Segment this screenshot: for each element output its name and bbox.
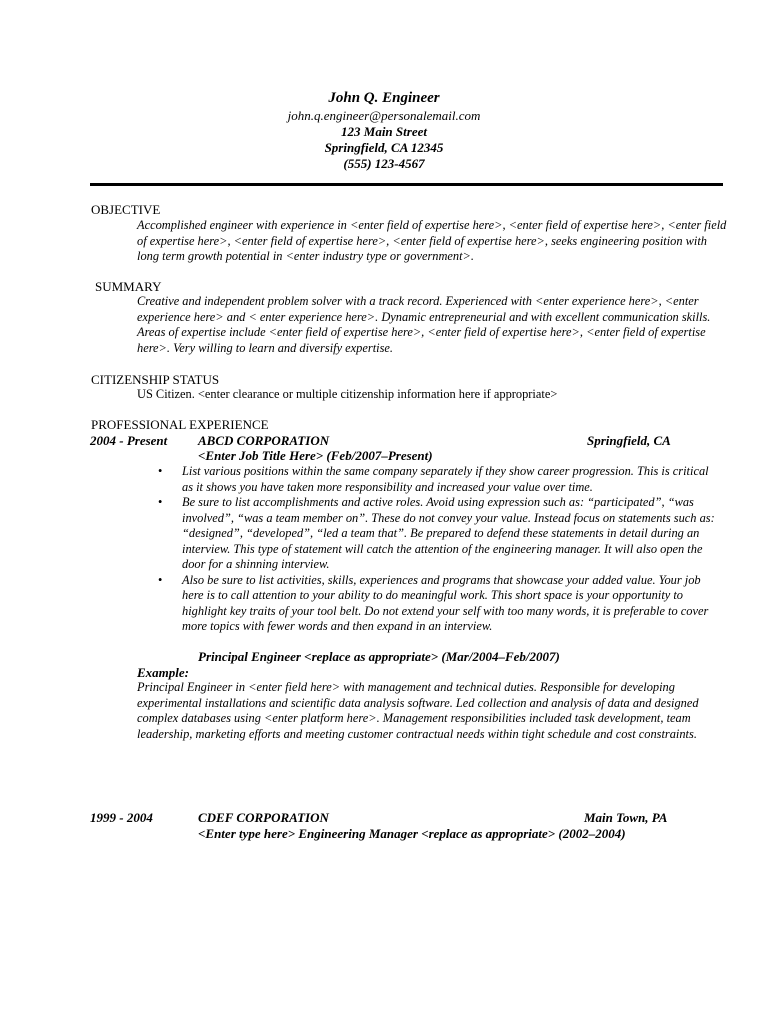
summary-text: Creative and independent problem solver with a track record. Experienced with <enter experience here>, <enter experience here> and < enter experience here>. Dynamic entrepreneurial and with excellent communication skills. Areas of expertise include <enter field of expertise here>, <enter field of expertise here>, <enter field of expertise here>. Very willing to learn and diversify expertise. [137, 294, 711, 355]
street-address: 123 Main Street [341, 124, 427, 139]
job-location: Main Town, PA [584, 810, 668, 825]
job-row-abcd [90, 433, 730, 449]
bullet-marker: • [158, 495, 163, 509]
bullet-text: Also be sure to list activities, skills, experiences and programs that showcase your added value. Your job here is to call attention to your ability to do meaningful work. This short space is your opportunity to highlight key traits of your tool belt. Do not extend your self with too many words, it is preferable to cover more topics with fewer words and then expand in an interview. [182, 572, 709, 633]
company-name: ABCD CORPORATION [198, 433, 330, 448]
list-item [158, 495, 718, 573]
list-item [158, 573, 718, 635]
header-divider [90, 183, 723, 186]
bullet-marker: • [158, 572, 163, 587]
objective-text: Accomplished engineer with experience in <enter field of expertise here>, <enter field of expertise here>, <enter field of expertise here>, <enter field of expertise here>, <enter field of expertise here>, seeks engineering position with long term growth potential in <enter industry type or government>. [137, 218, 727, 263]
job-row-cdef [90, 810, 730, 826]
email-address: john.q.engineer@personalemail.com [287, 108, 481, 123]
list-item [158, 464, 718, 495]
citizenship-text: US Citizen. <enter clearance or multiple citizenship information here if appropriate> [137, 387, 558, 401]
contact-header [0, 89, 768, 172]
phone-number: (555) 123-4567 [343, 156, 425, 171]
bullet-text: Be sure to list accomplishments and active roles. Avoid using expression such as: “participated”, “was involved”, “was a team member on”. These do not convey your value. Instead focus on statements such as: “designed”, “developed”, “led a team that”. Be prepared to defend these statements in detail during an interview. This type of statement will catch the attention of the engineering manager. It will also open the door for a shinning interview. [182, 495, 715, 571]
summary-heading: SUMMARY [95, 279, 162, 294]
company-name: CDEF CORPORATION [198, 810, 329, 825]
previous-job-title: Principal Engineer <replace as appropriate> (Mar/2004–Feb/2007) [198, 649, 560, 664]
job-bullet-list [158, 464, 718, 635]
bullet-text: List various positions within the same company separately if they show career progression. This is critical as it shows you have taken more responsibility and increased your value over time. [182, 464, 709, 494]
example-text: Principal Engineer in <enter field here> with management and technical duties. Responsible for developing experimental installations and scientific data analysis software. Led collection and analysis of data and designed complex databases using <enter platform here>. Management responsibilities included task development, team leadership, marketing efforts and meeting customer contractual needs within tight schedule and cost constraints. [137, 680, 699, 741]
city-state-zip: Springfield, CA 12345 [324, 140, 444, 155]
citizenship-heading: CITIZENSHIP STATUS [91, 372, 220, 387]
job-dates: 2004 - Present [90, 433, 168, 448]
bullet-marker: • [158, 464, 163, 478]
experience-heading: PROFESSIONAL EXPERIENCE [91, 417, 269, 432]
objective-heading: OBJECTIVE [91, 202, 161, 217]
job-title: <Enter type here> Engineering Manager <replace as appropriate> (2002–2004) [198, 826, 626, 841]
job-location: Springfield, CA [587, 433, 671, 448]
job-title: <Enter Job Title Here> (Feb/2007–Present) [198, 448, 433, 463]
job-dates: 1999 - 2004 [90, 810, 153, 825]
example-label: Example: [137, 665, 189, 680]
candidate-name: John Q. Engineer [328, 90, 440, 106]
